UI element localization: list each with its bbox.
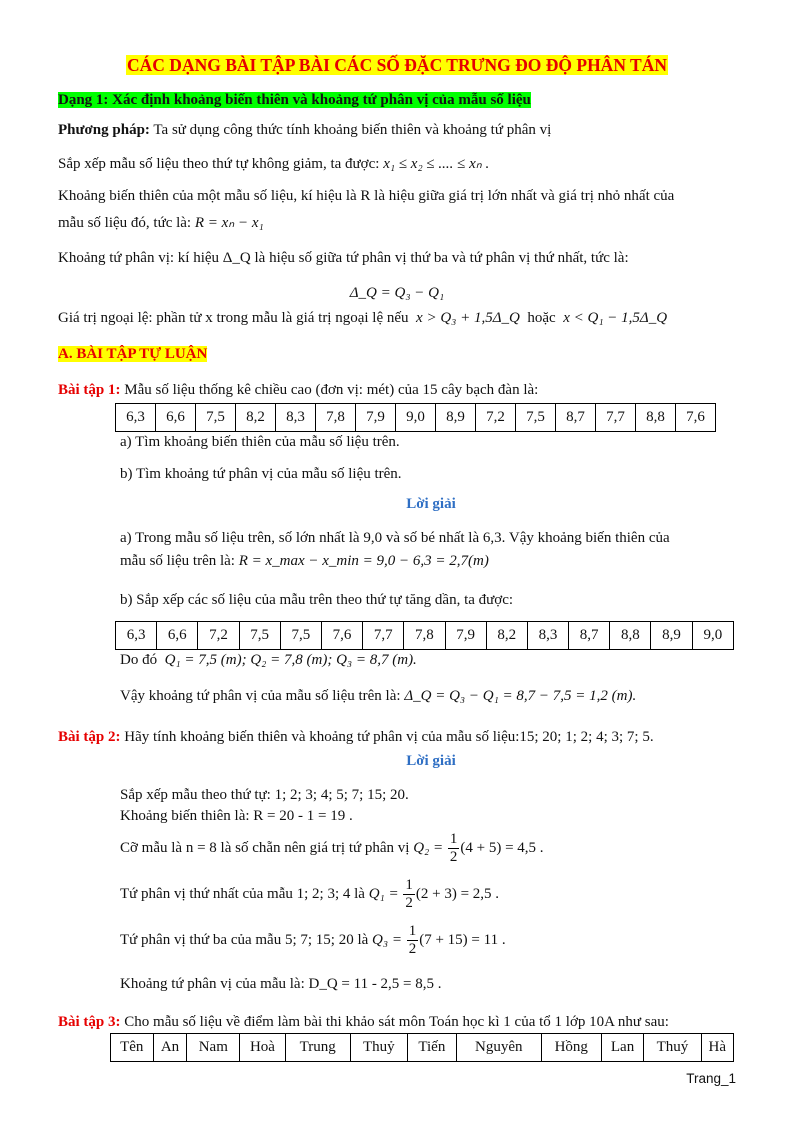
section-a-heading [58,346,207,363]
bt1-sol-a1: a) Trong mẫu số liệu trên, số lớn nhất là 9,0 và số bé nhất là 6,3. Vậy khoảng biến thiên của [120,530,670,546]
table-cell: 9,0 [692,622,733,650]
page-number: Trang_1 [686,1071,736,1086]
bt2-l5 [120,924,506,957]
kbt-line2-text: mẫu số liệu đó, tức là: [58,215,192,231]
table-cell: Hà [701,1034,733,1062]
half-fraction [403,878,415,911]
bt2-l4-text: Tứ phân vị thứ nhất của mẫu 1; 2; 3; 4 là [120,885,365,902]
fraction-den: 2 [408,941,417,957]
bt1-do-do [120,652,417,669]
table-cell: 6,3 [116,622,157,650]
table-cell: 8,3 [527,622,568,650]
table-row [116,404,716,432]
table-cell: 7,8 [404,622,445,650]
half-fraction [407,924,419,957]
dang1-heading [58,92,531,109]
table-cell: 7,5 [196,404,236,432]
table-cell: 7,2 [198,622,239,650]
page-title-text: CÁC DẠNG BÀI TẬP BÀI CÁC SỐ ĐẶC TRƯNG ĐO ĐỘ PHÂN TÁN [127,55,667,75]
table-cell: Thuý [644,1034,701,1062]
bt2-l5-tail: (7 + 15) = 11 . [419,931,506,948]
bt2-line [58,729,654,746]
bt1-line [58,382,538,399]
table-cell: 8,8 [610,622,651,650]
bt2-loi-giai: Lời giải [406,753,456,769]
fraction-num: 1 [449,831,458,847]
bt1-vay-text: Vậy khoảng tứ phân vị của mẫu số liệu trên là: [120,688,401,704]
bt1-vay-formula: Δ_Q = Q₃ − Q₁ = 8,7 − 7,5 = 1,2 (m). [404,688,637,704]
table-cell: 7,6 [676,404,716,432]
ngoai-le-f2: x < Q₁ − 1,5Δ_Q [563,310,668,326]
ktpv-line: Khoảng tứ phân vị: kí hiệu Δ_Q là hiệu số giữa tứ phân vị thứ ba và tứ phân vị thứ nhất, tức là: [58,250,629,266]
section-a-text: A. BÀI TẬP TỰ LUẬN [58,346,208,362]
bt1-sorted-table [115,621,734,650]
page-title [0,55,794,76]
phuong-phap-line [58,122,551,139]
dang1-text: Dạng 1: Xác định khoảng biến thiên và khoảng tứ phân vị của mẫu số liệu [58,92,531,108]
fraction-den: 2 [405,895,413,911]
table-cell: 8,9 [436,404,476,432]
table-cell: Hoà [240,1034,286,1062]
bt2-l6: Khoảng tứ phân vị của mẫu là: D_Q = 11 - 2,5 = 8,5 . [120,976,442,992]
table-cell: Thuỷ [350,1034,407,1062]
bt2-l4-tail: (2 + 3) = 2,5 . [415,885,500,902]
fraction-num: 1 [408,923,417,939]
table-cell: 7,5 [280,622,321,650]
bt1-sol-a2-text: mẫu số liệu trên là: [120,553,235,569]
bt2-l4 [120,878,499,911]
bt1-do-do-text: Do đó [120,652,158,668]
table-cell: 8,2 [486,622,527,650]
bt2-l5-f: Q₃ = [372,931,402,948]
fraction-den: 2 [449,849,458,865]
bt1-sol-a2-formula: R = x_max − x_min = 9,0 − 6,3 = 2,7(m) [238,553,489,569]
table-cell: Hồng [541,1034,601,1062]
phuong-phap-label: Phương pháp: [58,122,150,138]
table-cell: 6,6 [156,404,196,432]
table-cell: 8,7 [569,622,610,650]
bt1-do-do-formula: Q₁ = 7,5 (m); Q₂ = 7,8 (m); Q₃ = 8,7 (m). [164,652,417,668]
bt2-l3-text: Cỡ mẫu là n = 8 là số chẵn nên giá trị tứ phân vị [120,839,410,856]
half-fraction [448,832,460,865]
table-cell: 8,3 [276,404,316,432]
bt1-sol-a2 [120,553,489,570]
ngoai-le-text: Giá trị ngoại lệ: phần tử x trong mẫu là giá trị ngoại lệ nếu [58,310,409,326]
bt2-l5-text: Tứ phân vị thứ ba của mẫu 5; 7; 15; 20 là [120,931,369,948]
bt1-label: Bài tập 1: [58,382,121,398]
bt1-data-table [115,403,716,432]
table-cell: 8,8 [636,404,676,432]
bt1-qb: b) Tìm khoảng tứ phân vị của mẫu số liệu trên. [120,466,402,482]
table-cell: Nguyên [456,1034,541,1062]
kbt-line1: Khoảng biến thiên của một mẫu số liệu, kí hiệu là R là hiệu giữa giá trị lớn nhất và giá trị nhỏ nhất của [58,188,675,204]
table-cell: Lan [601,1034,644,1062]
bt2-l2: Khoảng biến thiên là: R = 20 - 1 = 19 . [120,808,353,824]
sap-xep-text: Sắp xếp mẫu số liệu theo thứ tự không giảm, ta được: [58,156,380,172]
bt1-vay [120,688,636,705]
table-cell: 9,0 [396,404,436,432]
table-cell: 7,6 [321,622,362,650]
ngoai-le-line [58,310,667,327]
table-cell: Tên [111,1034,154,1062]
table-cell: Nam [187,1034,240,1062]
bt2-l3-f: Q₂ = [413,839,444,856]
bt1-sol-b1: b) Sắp xếp các số liệu của mẫu trên theo thứ tự tăng dần, ta được: [120,592,514,608]
bt3-names-table [110,1033,734,1062]
table-cell: 7,9 [445,622,486,650]
table-cell: 7,7 [363,622,404,650]
table-row [116,622,734,650]
bt1-text: Mẫu số liệu thống kê chiều cao (đơn vị: mét) của 15 cây bạch đàn là: [120,382,539,398]
bt3-line [58,1014,669,1031]
table-cell: 7,7 [596,404,636,432]
kbt-line2 [58,213,264,232]
bt1-qa: a) Tìm khoảng biến thiên của mẫu số liệu trên. [120,434,400,450]
bt3-label: Bài tập 3: [58,1014,121,1030]
bt3-text: Cho mẫu số liệu về điểm làm bài thi khảo sát môn Toán học kì 1 của tổ 1 lớp 10A như sau: [120,1014,669,1030]
table-cell: 6,3 [116,404,156,432]
bt2-text: Hãy tính khoảng biến thiên và khoảng tứ phân vị của mẫu số liệu:15; 20; 1; 2; 4; 3; 7; 5. [120,729,654,745]
sap-xep-line [58,154,489,173]
table-cell: 7,2 [476,404,516,432]
fraction-num: 1 [405,877,413,893]
table-cell: 6,6 [157,622,198,650]
table-cell: 7,5 [239,622,280,650]
table-cell: An [153,1034,187,1062]
sap-xep-formula: x₁ ≤ x₂ ≤ .... ≤ xₙ . [383,156,490,172]
table-cell: 8,9 [651,622,692,650]
bt2-l1: Sắp xếp mẫu theo thứ tự: 1; 2; 3; 4; 5; 7; 15; 20. [120,787,409,803]
table-cell: 7,5 [516,404,556,432]
bt2-l3 [120,832,544,865]
ktpv-formula: Δ_Q = Q₃ − Q₁ [349,285,445,301]
table-cell: Tiến [407,1034,456,1062]
ngoai-le-f1: x > Q₃ + 1,5Δ_Q [416,310,520,326]
bt2-l3-tail: (4 + 5) = 4,5 . [460,839,544,856]
table-row [111,1034,734,1062]
table-cell: 7,8 [316,404,356,432]
bt2-l4-f: Q₁ = [368,885,399,902]
kbt-formula: R = xₙ − x₁ [194,215,264,231]
ngoai-le-or: hoặc [527,310,556,326]
table-cell: 8,7 [556,404,596,432]
bt2-label: Bài tập 2: [58,729,121,745]
table-cell: 7,9 [356,404,396,432]
phuong-phap-text: Ta sử dụng công thức tính khoảng biến thiên và khoảng tứ phân vị [149,122,552,138]
table-cell: Trung [285,1034,350,1062]
table-cell: 8,2 [236,404,276,432]
bt1-loi-giai: Lời giải [406,496,456,512]
